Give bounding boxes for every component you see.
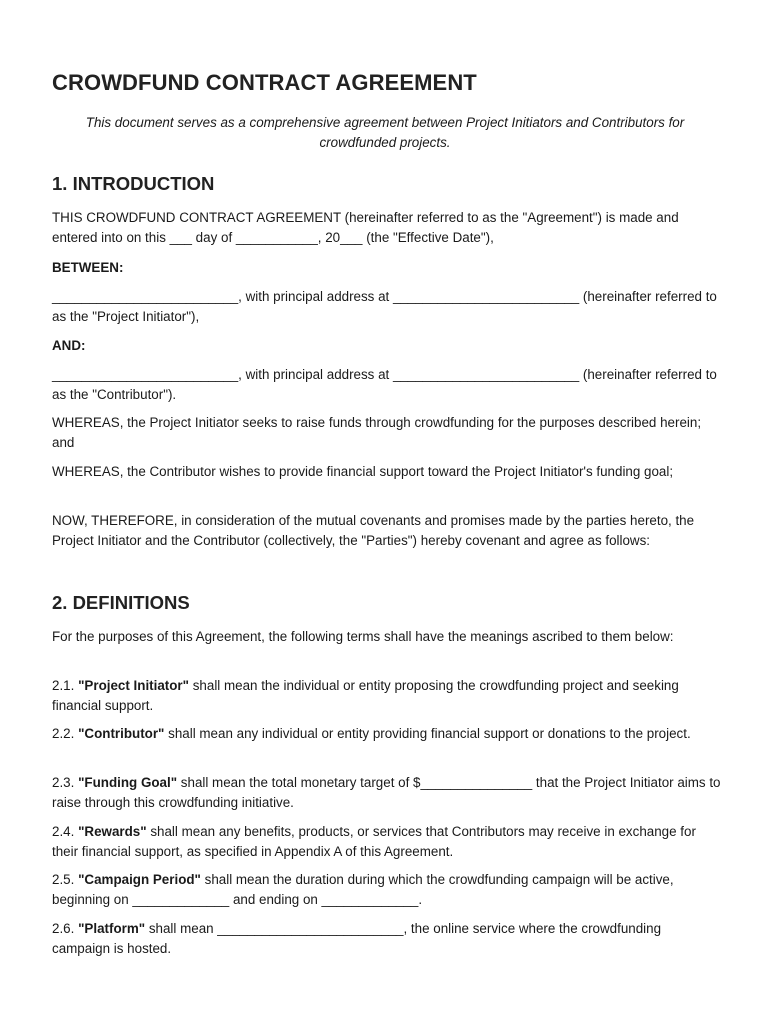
definition-item bbox=[52, 773, 722, 812]
definition-term: "Platform" bbox=[78, 921, 146, 936]
document-subtitle: This document serves as a comprehensive agreement between Project Initiators and Contributors for crowdfunded projects. bbox=[85, 115, 685, 150]
definition-number: 2.5. bbox=[52, 872, 75, 887]
definition-text: shall mean the total monetary target of $_______________ that the Project Initiator aims to raise through this crowdfunding initiative. bbox=[52, 775, 721, 810]
definition-text: shall mean _________________________, the online service where the crowdfunding campaign is hosted. bbox=[52, 921, 662, 956]
definition-item bbox=[52, 870, 722, 909]
definition-text: shall mean the individual or entity proposing the crowdfunding project and seeking financial support. bbox=[52, 678, 679, 713]
whereas-paragraph-2: WHEREAS, the Contributor wishes to provide financial support toward the Project Initiator's funding goal; bbox=[52, 464, 674, 479]
whereas-paragraph-1: WHEREAS, the Project Initiator seeks to raise funds through crowdfunding for the purposes described herein; and bbox=[52, 415, 702, 450]
definition-text: shall mean any benefits, products, or services that Contributors may receive in exchange for their financial support, as specified in Appendix A of this Agreement. bbox=[52, 824, 696, 859]
definition-number: 2.6. bbox=[52, 921, 75, 936]
party-two-paragraph: _________________________, with principal address at _________________________ (hereinafter referred to as the "Contributor"). bbox=[52, 367, 717, 402]
definition-item bbox=[52, 919, 722, 958]
section-heading-introduction: 1. INTRODUCTION bbox=[52, 173, 215, 194]
definition-term: "Rewards" bbox=[78, 824, 147, 839]
definition-text: shall mean the duration during which the crowdfunding campaign will be active, beginning on _____________ and ending on _____________. bbox=[52, 872, 674, 907]
definition-text: shall mean any individual or entity providing financial support or donations to the project. bbox=[168, 726, 691, 741]
definitions-lead-paragraph: For the purposes of this Agreement, the following terms shall have the meanings ascribed to them below: bbox=[52, 629, 674, 644]
definition-item bbox=[52, 822, 722, 861]
definition-item bbox=[52, 724, 722, 744]
now-therefore-paragraph: NOW, THEREFORE, in consideration of the mutual covenants and promises made by the parties hereto, the Project Initiator and the Contributor (collectively, the "Parties") hereby covenant and agree as follows: bbox=[52, 513, 695, 548]
definition-number: 2.1. bbox=[52, 678, 75, 693]
party-one-paragraph: _________________________, with principal address at _________________________ (hereinafter referred to as the "Project Initiator"), bbox=[52, 289, 717, 324]
definition-number: 2.2. bbox=[52, 726, 75, 741]
intro-opening-paragraph: THIS CROWDFUND CONTRACT AGREEMENT (hereinafter referred to as the "Agreement") is made and entered into on this ___ day of ___________, 20___ (the "Effective Date"), bbox=[52, 210, 679, 245]
definition-number: 2.3. bbox=[52, 775, 75, 790]
definition-term: "Contributor" bbox=[78, 726, 165, 741]
definition-term: "Funding Goal" bbox=[78, 775, 178, 790]
and-label: AND: bbox=[52, 338, 86, 353]
definition-number: 2.4. bbox=[52, 824, 75, 839]
definition-term: "Campaign Period" bbox=[78, 872, 201, 887]
definition-item bbox=[52, 676, 722, 715]
definition-term: "Project Initiator" bbox=[78, 678, 189, 693]
document-title: CROWDFUND CONTRACT AGREEMENT bbox=[52, 70, 477, 95]
section-heading-definitions: 2. DEFINITIONS bbox=[52, 592, 190, 613]
between-label: BETWEEN: bbox=[52, 260, 124, 275]
